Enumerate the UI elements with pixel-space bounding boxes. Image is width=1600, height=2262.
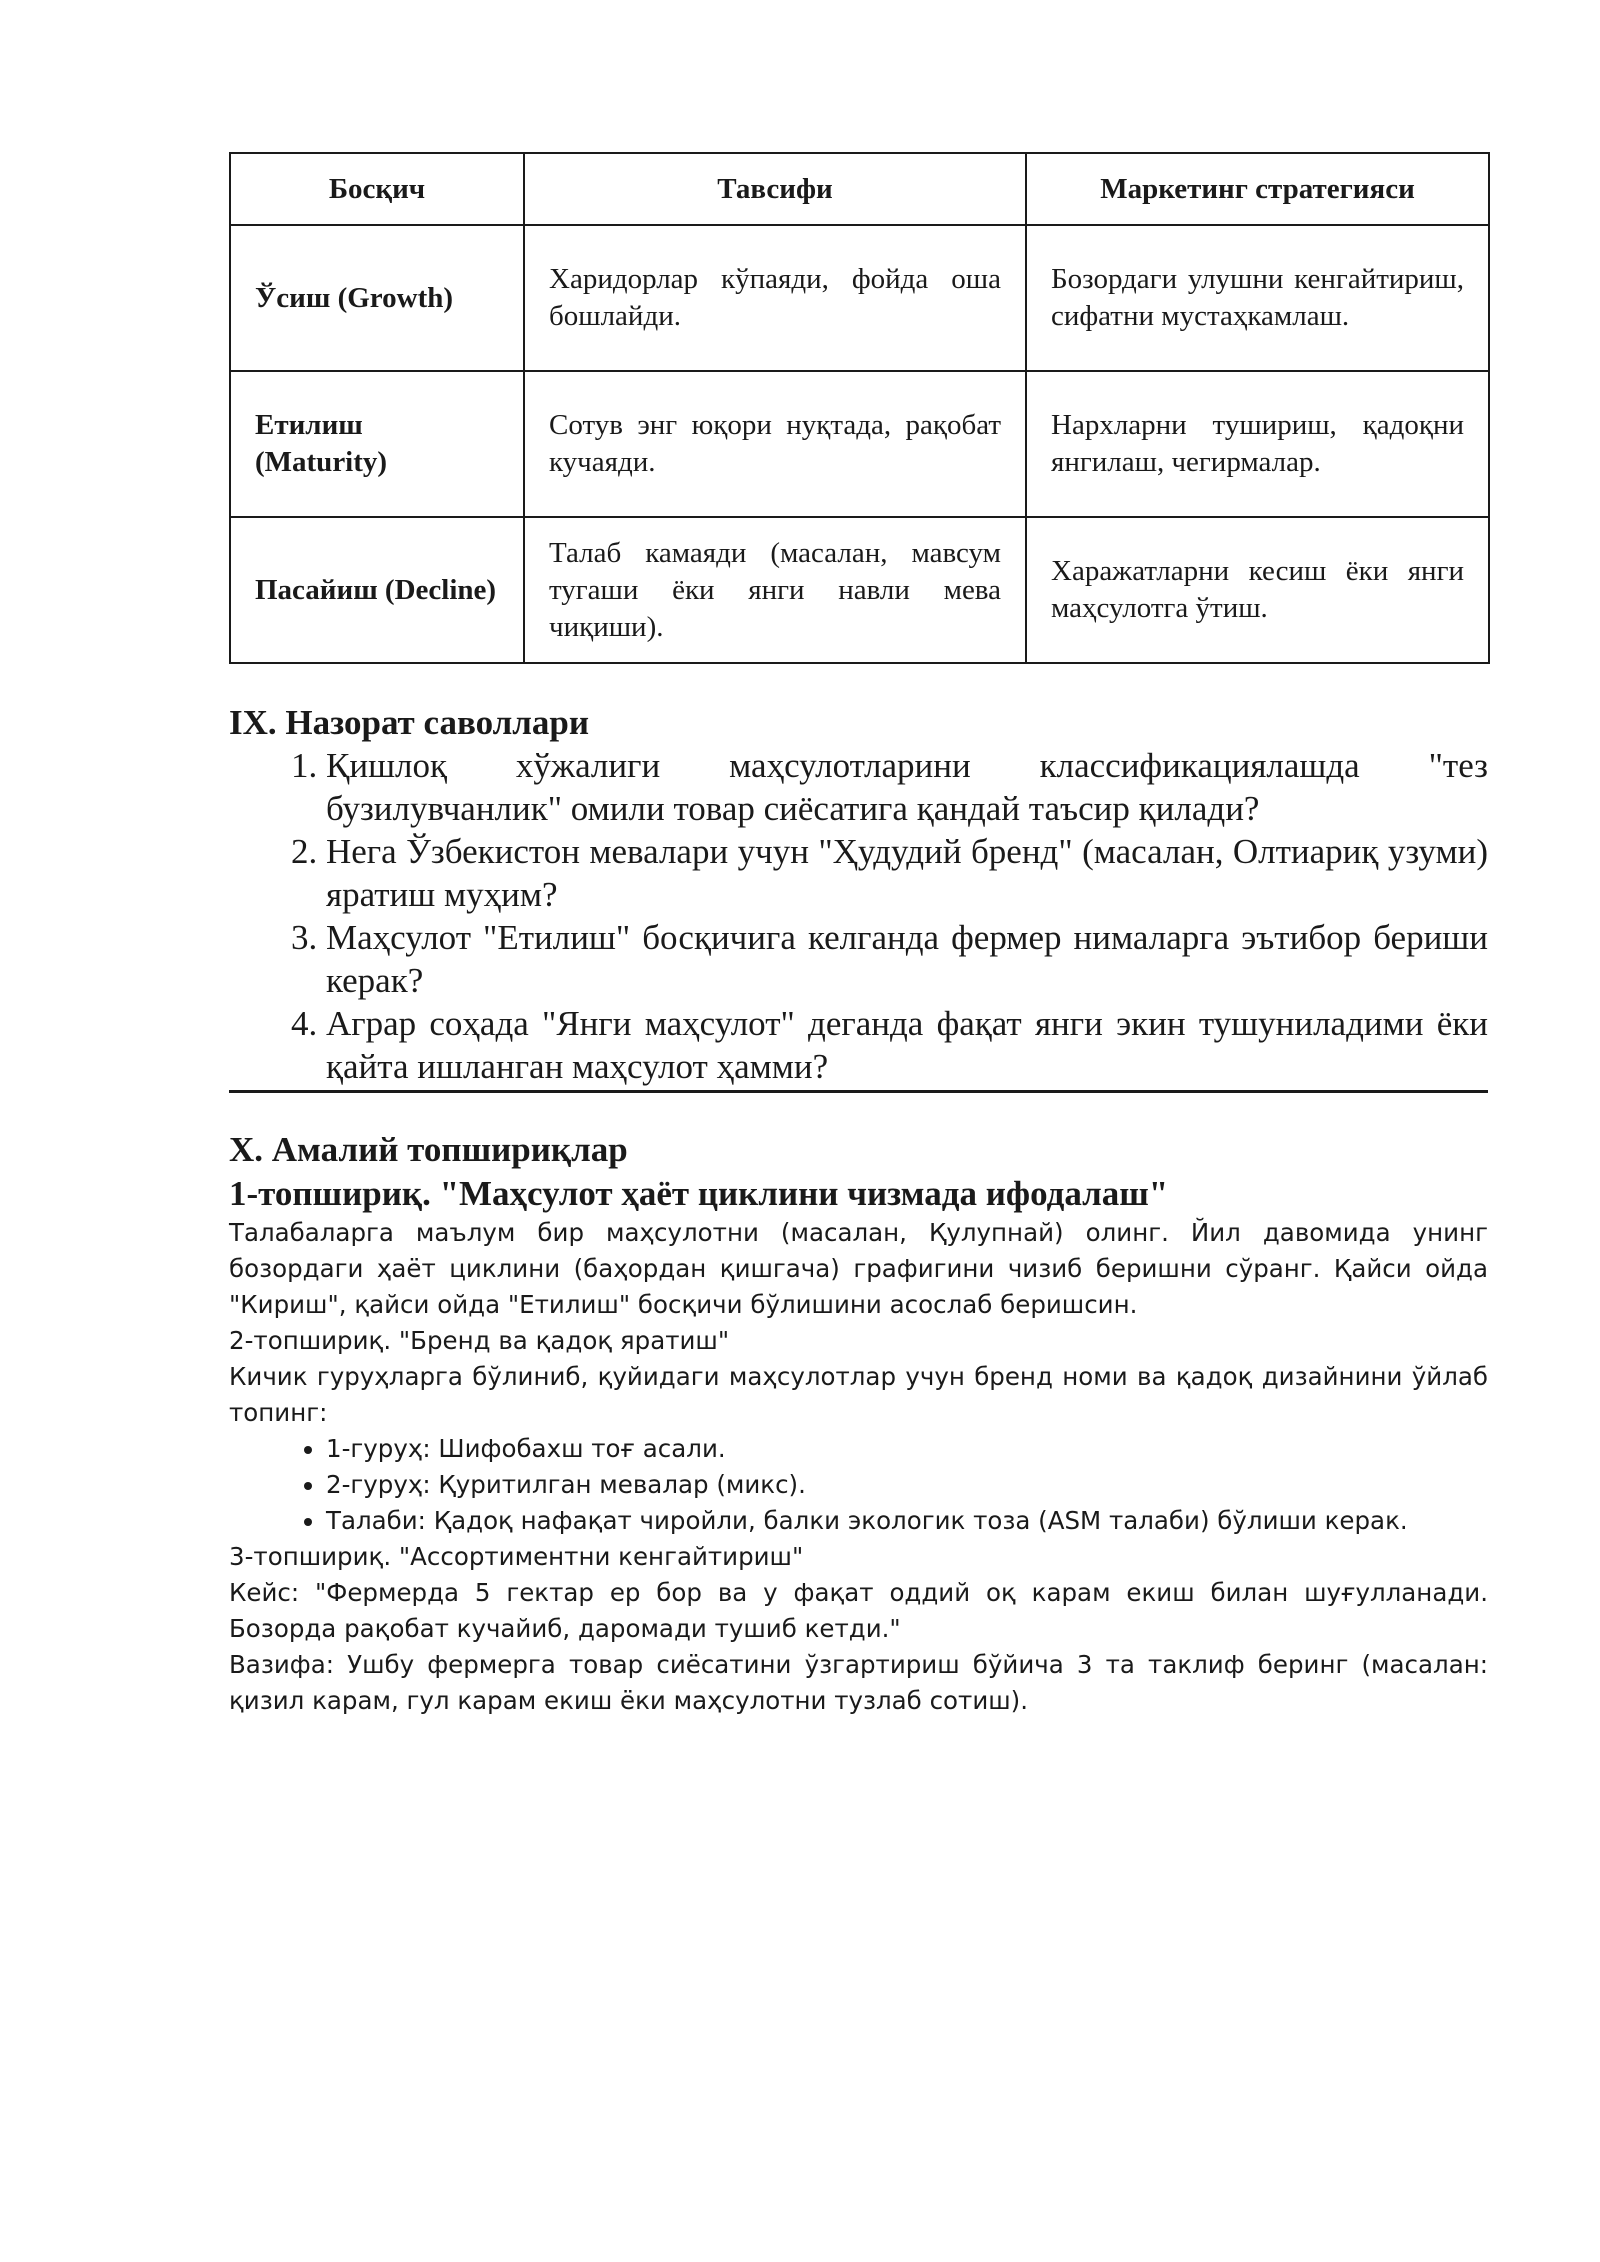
- document-page: [229, 152, 1488, 1719]
- list-item: 4. Аграр соҳада "Янги маҳсулот" деганда фақат янги экин тушуниладими ёки қайта ишланган маҳсулот ҳамми?: [326, 1002, 1488, 1088]
- list-item: 1. Қишлоқ хўжалиги маҳсулотларини классификациялашда "тез бузилувчанлик" омили товар сиёсатига қандай таъсир қилади?: [326, 744, 1488, 830]
- stage-cell: Пасайиш (Decline): [230, 517, 524, 663]
- task2-groups-list: [229, 1431, 1488, 1539]
- task3-assignment: Вазифа: Ушбу фермерга товар сиёсатини ўзгартириш бўйича 3 та таклиф беринг (масалан: қизил карам, гул карам екиш ёки маҳсулотни тузлаб сотиш).: [229, 1650, 1488, 1715]
- section-x-heading: X. Амалий топшириқлар: [229, 1130, 628, 1169]
- control-questions-list: [229, 744, 1488, 1088]
- task1-heading: 1-топшириқ. "Маҳсулот ҳаёт циклини чизмада ифодалаш": [229, 1174, 1169, 1213]
- description-cell: Сотув энг юқори нуқтада, рақобат кучаяди.: [524, 371, 1026, 517]
- task1-text: Талабаларга маълум бир маҳсулотни (масалан, Қулупнай) олинг. Йил давомида унинг бозордаги ҳаёт циклини (баҳордан қишгача) графигини чизиб беришни сўранг. Қайси ойда "Кириш", қайси ойда "Етилиш" босқичи бўлишини асослаб беришсин.: [229, 1218, 1488, 1319]
- strategy-cell: Нархларни тушириш, қадоқни янгилаш, чегирмалар.: [1026, 371, 1489, 517]
- tasks-body: [229, 1215, 1488, 1719]
- table-row: [230, 517, 1489, 663]
- task3-heading: 3-топшириқ. "Ассортиментни кенгайтириш": [229, 1542, 804, 1571]
- stage-cell: Етилиш (Maturity): [230, 371, 524, 517]
- list-item: • 1-гуруҳ: Шифобахш тоғ асали.: [326, 1431, 1488, 1467]
- header-strategy: Маркетинг стратегияси: [1026, 153, 1489, 225]
- description-cell: Талаб камаяди (масалан, мавсум тугаши ёки янги навли мева чиқиши).: [524, 517, 1026, 663]
- header-description: Тавсифи: [524, 153, 1026, 225]
- table-header-row: [230, 153, 1489, 225]
- list-item: 2. Нега Ўзбекистон мевалари учун "Ҳудудий бренд" (масалан, Олтиариқ узуми) яратиш муҳим?: [326, 830, 1488, 916]
- section-ix-heading: IX. Назорат саволлари: [229, 703, 590, 742]
- list-item: • 2-гуруҳ: Қуритилган мевалар (микс).: [326, 1467, 1488, 1503]
- table-row: [230, 371, 1489, 517]
- lifecycle-stages-table: [229, 152, 1490, 664]
- task2-heading: 2-топшириқ. "Бренд ва қадоқ яратиш": [229, 1326, 730, 1355]
- header-stage: Босқич: [230, 153, 524, 225]
- task3-case: Кейс: "Фермерда 5 гектар ер бор ва у фақат оддий оқ карам екиш билан шуғулланади. Бозорда рақобат кучайиб, даромади тушиб кетди.": [229, 1578, 1488, 1643]
- strategy-cell: Харажатларни кесиш ёки янги маҳсулотга ўтиш.: [1026, 517, 1489, 663]
- list-item: • Талаби: Қадоқ нафақат чиройли, балки экологик тоза (ASM талаби) бўлиши керак.: [326, 1503, 1488, 1539]
- description-cell: Харидорлар кўпаяди, фойда оша бошлайди.: [524, 225, 1026, 371]
- stage-cell: Ўсиш (Growth): [230, 225, 524, 371]
- strategy-cell: Бозордаги улушни кенгайтириш, сифатни мустаҳкамлаш.: [1026, 225, 1489, 371]
- table-row: [230, 225, 1489, 371]
- task2-text: Кичик гуруҳларга бўлиниб, қуйидаги маҳсулотлар учун бренд номи ва қадоқ дизайнини ўйлаб топинг:: [229, 1362, 1488, 1427]
- horizontal-divider: [229, 1090, 1488, 1093]
- list-item: 3. Маҳсулот "Етилиш" босқичига келганда фермер нималарга эътибор бериши керак?: [326, 916, 1488, 1002]
